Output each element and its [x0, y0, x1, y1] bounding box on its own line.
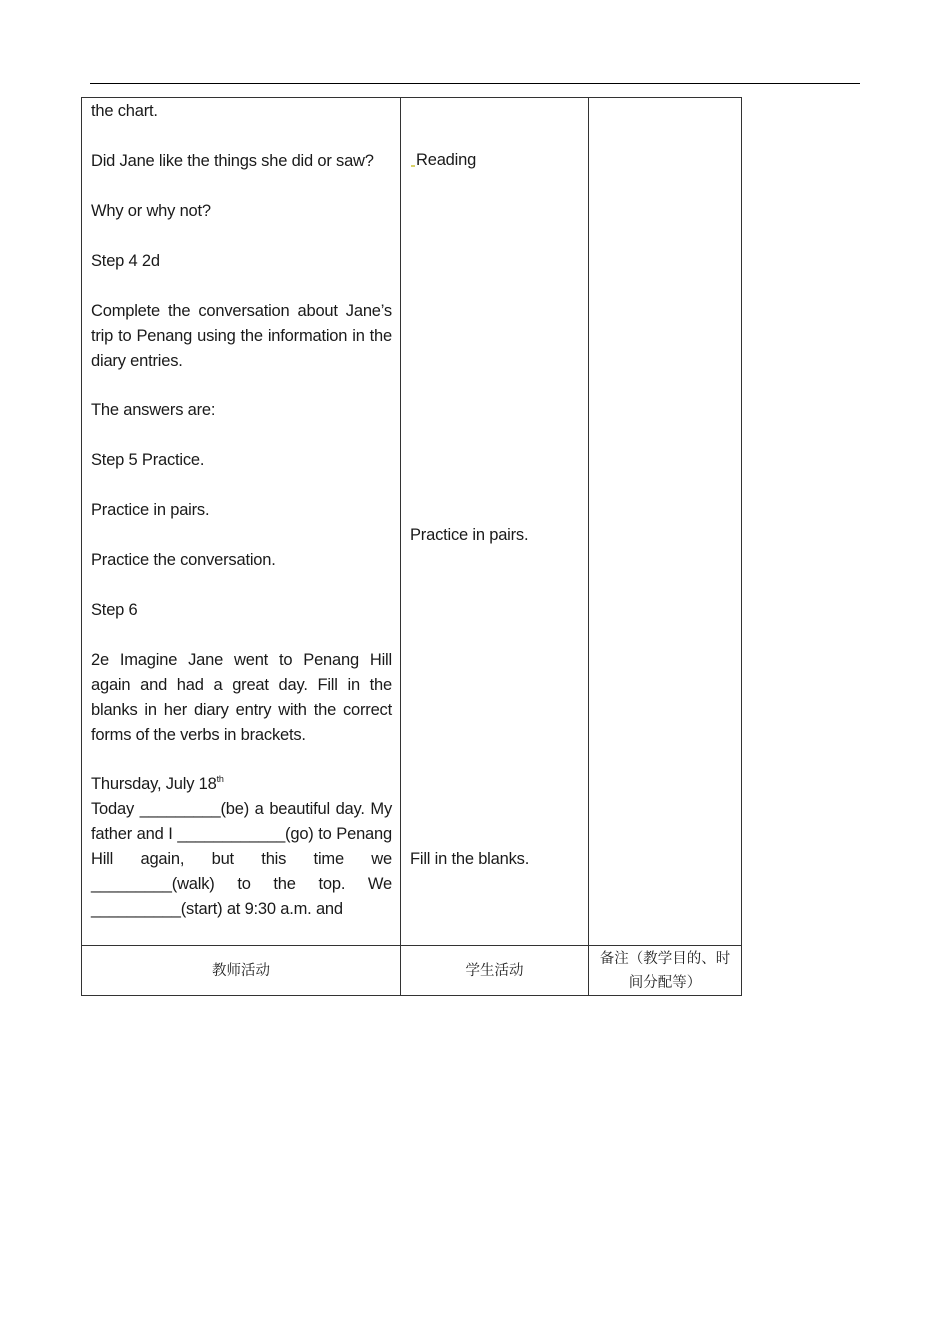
student-reading — [410, 148, 476, 173]
diary-date-text: Thursday, July 18 — [91, 775, 217, 793]
practice-pairs-text: Practice in pairs. — [91, 501, 210, 519]
teacher-activity-label: 教师活动 — [212, 962, 270, 979]
answers-label: The answers are: — [91, 401, 216, 419]
header-rule — [90, 83, 860, 84]
practice-conversation-text: Practice the conversation. — [91, 551, 276, 569]
student-fill-blanks: Fill in the blanks. — [410, 850, 530, 868]
student-reading-text: Reading — [416, 151, 477, 169]
diary-date — [91, 772, 392, 797]
step-5-heading: Step 5 Practice. — [91, 451, 205, 469]
diary-line-1: Today _________(be) a beautiful day. My — [91, 800, 392, 818]
notes-header — [588, 945, 742, 996]
notes-label: 备注（教学目的、时间分配等） — [599, 950, 731, 991]
student-activity-cell — [400, 97, 589, 946]
diary-line-2: father and I ____________(go) to Penang — [91, 825, 392, 843]
step-4-instructions: Complete the conversation about Jane’s trip to Penang using the information in the diary entries. — [91, 302, 392, 370]
student-activity-label: 学生活动 — [465, 962, 524, 979]
student-activity-header — [400, 945, 589, 996]
notes-cell — [588, 97, 742, 946]
teacher-text-chart: the chart. — [91, 102, 158, 120]
teacher-activity-cell — [81, 97, 401, 946]
teacher-question-why: Why or why not? — [91, 202, 211, 220]
diary-line-4: _________(walk) to the top. We — [91, 875, 392, 893]
teacher-question-like: Did Jane like the things she did or saw? — [91, 152, 374, 170]
edit-mark — [411, 165, 415, 167]
diary-date-suffix: th — [216, 774, 224, 784]
diary-line-3: Hill again, but this time we — [91, 850, 392, 868]
step-4-heading: Step 4 2d — [91, 252, 160, 270]
teacher-activity-header — [81, 945, 401, 996]
lesson-plan-table — [81, 97, 742, 996]
student-practice-pairs: Practice in pairs. — [410, 526, 529, 544]
step-6-heading: Step 6 — [91, 601, 138, 619]
step-6-instructions: 2e Imagine Jane went to Penang Hill again and had a great day. Fill in the blanks in her diary entry with the correct forms of the verbs in brackets. — [91, 651, 392, 744]
diary-line-5: __________(start) at 9:30 a.m. and — [91, 900, 343, 918]
